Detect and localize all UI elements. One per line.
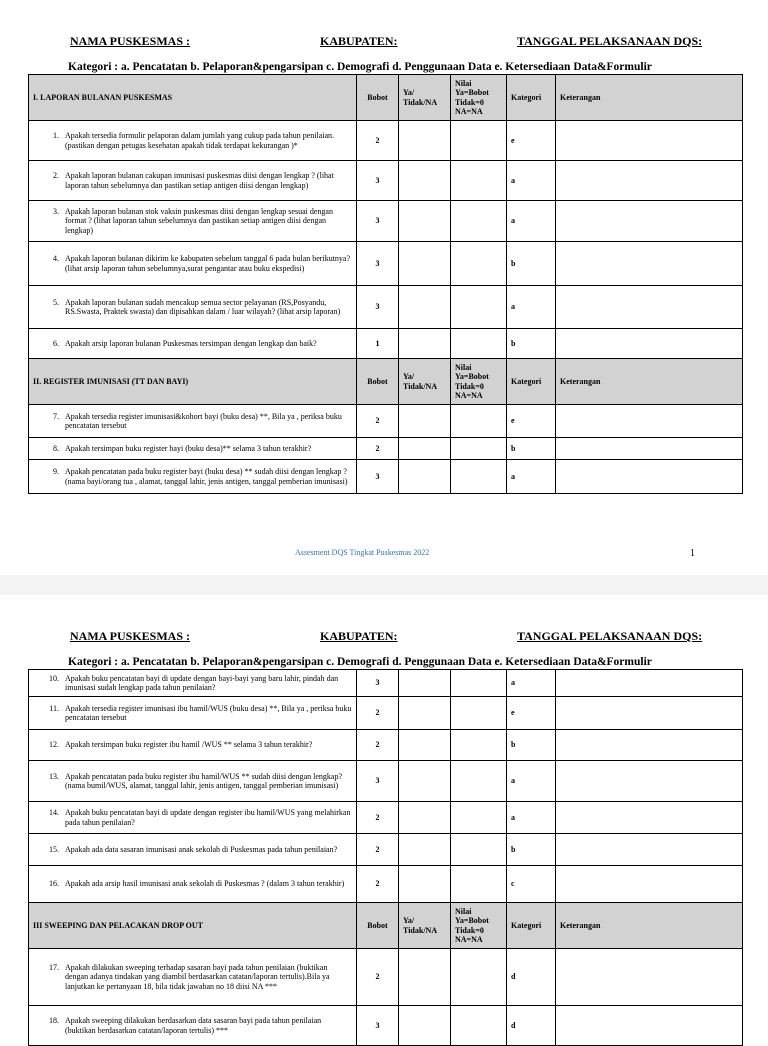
keterangan-input-cell[interactable] [556, 121, 743, 161]
ya-tidak-input-cell[interactable] [399, 438, 451, 460]
questionnaire-table-page1 [28, 74, 743, 494]
nilai-input-cell[interactable] [451, 161, 507, 201]
bobot-value: 2 [357, 949, 399, 1006]
kategori-value: b [507, 438, 556, 460]
ya-tidak-input-cell[interactable] [399, 242, 451, 286]
keterangan-input-cell[interactable] [556, 730, 743, 761]
kategori-value: e [507, 121, 556, 161]
ya-tidak-input-cell[interactable] [399, 161, 451, 201]
bobot-value: 2 [357, 405, 399, 438]
bobot-value: 2 [357, 866, 399, 903]
nilai-input-cell[interactable] [451, 121, 507, 161]
ya-tidak-input-cell[interactable] [399, 802, 451, 834]
question-row [29, 866, 743, 903]
section-title-1: I. LAPORAN BULANAN PUSKESMAS [29, 75, 357, 121]
keterangan-input-cell[interactable] [556, 460, 743, 494]
kategori-value: a [507, 670, 556, 697]
question-text: Apakah tersedia formulir pelaporan dalam jumlah yang cukup pada tahun penilaian. (pastikan dengan petugas kesehatan apakah tidak terdapat kekurangan )* [65, 131, 335, 150]
kategori-value: a [507, 761, 556, 802]
bobot-value: 3 [357, 242, 399, 286]
question-row [29, 242, 743, 286]
question-cell [29, 242, 357, 286]
question-row [29, 329, 743, 359]
nilai-input-cell[interactable] [451, 201, 507, 242]
question-number: 18. [49, 1016, 59, 1026]
question-number: 4. [53, 254, 59, 264]
kategori-value: a [507, 161, 556, 201]
kategori-value: a [507, 802, 556, 834]
nilai-input-cell[interactable] [451, 1006, 507, 1046]
question-number: 12. [49, 740, 59, 750]
bobot-value: 1 [357, 329, 399, 359]
question-row [29, 670, 743, 697]
kategori-value: a [507, 201, 556, 242]
bobot-value: 2 [357, 730, 399, 761]
section-header-row [29, 75, 743, 121]
question-number: 5. [53, 297, 59, 307]
question-number: 8. [53, 443, 59, 453]
col-keterangan-header: Keterangan [556, 75, 743, 121]
question-cell [29, 802, 357, 834]
section-header-row [29, 903, 743, 949]
bobot-value: 3 [357, 161, 399, 201]
question-text: Apakah sweeping dilakukan berdasarkan data sasaran bayi pada tahun penilaian (buktikan berdasarkan catatan/laporan tertulis) *** [65, 1016, 322, 1035]
question-number: 7. [53, 411, 59, 421]
kategori-value: b [507, 329, 556, 359]
keterangan-input-cell[interactable] [556, 1006, 743, 1046]
kabupaten-label: KABUPATEN: [320, 629, 398, 643]
keterangan-input-cell[interactable] [556, 866, 743, 903]
ya-tidak-input-cell[interactable] [399, 201, 451, 242]
col-nilai-header: Nilai Ya=Bobot Tidak=0 NA=NA [451, 75, 507, 121]
bobot-value: 2 [357, 121, 399, 161]
bobot-value: 3 [357, 670, 399, 697]
page-2 [0, 585, 768, 1035]
question-number: 9. [53, 467, 59, 477]
kategori-value: b [507, 730, 556, 761]
kategori-value: a [507, 460, 556, 494]
keterangan-input-cell[interactable] [556, 242, 743, 286]
keterangan-input-cell[interactable] [556, 697, 743, 730]
nilai-input-cell[interactable] [451, 866, 507, 903]
nilai-input-cell[interactable] [451, 242, 507, 286]
question-row [29, 697, 743, 730]
question-text: Apakah laporan bulanan stok vaksin puskesmas diisi dengan lengkap sesuai dengan format ? (lihat laporan tahun sebelumnya dan pastikan setiap antigen diisi dengan lengkap) [65, 206, 333, 235]
keterangan-input-cell[interactable] [556, 761, 743, 802]
question-text: Apakah ada arsip hasil imunisasi anak sekolah di Puskesmas ? (dalam 3 tahun terakhir) [65, 879, 345, 889]
kategori-value: d [507, 949, 556, 1006]
col-ya-tidak-header: Ya/ Tidak/NA [399, 903, 451, 949]
question-cell [29, 697, 357, 730]
keterangan-input-cell[interactable] [556, 802, 743, 834]
keterangan-input-cell[interactable] [556, 405, 743, 438]
bobot-value: 3 [357, 460, 399, 494]
col-keterangan-header: Keterangan [556, 359, 743, 405]
question-row [29, 161, 743, 201]
bobot-value: 3 [357, 201, 399, 242]
question-number: 2. [53, 171, 59, 181]
question-cell [29, 329, 357, 359]
ya-tidak-input-cell[interactable] [399, 121, 451, 161]
col-nilai-header: Nilai Ya=Bobot Tidak=0 NA=NA [451, 359, 507, 405]
keterangan-input-cell[interactable] [556, 286, 743, 329]
keterangan-input-cell[interactable] [556, 329, 743, 359]
question-text: Apakah pencatatan pada buku register ibu hamil/WUS ** sudah diisi dengan lengkap? (nama bumil/WUS, alamat, tanggal lahir, jenis antigen, tanggal pemberian imunisasi) [65, 771, 343, 790]
question-row [29, 949, 743, 1006]
nilai-input-cell[interactable] [451, 670, 507, 697]
keterangan-input-cell[interactable] [556, 834, 743, 866]
question-text: Apakah laporan bulanan sudah mencakup semua sector pelayanan (RS,Posyandu, RS.Swasta, Praktek swasta) dan dipisahkan dalam / luar wilayah? (lihat arsip laporan) [65, 297, 341, 316]
nilai-input-cell[interactable] [451, 730, 507, 761]
col-ya-tidak-header: Ya/ Tidak/NA [399, 359, 451, 405]
nilai-input-cell[interactable] [451, 286, 507, 329]
keterangan-input-cell[interactable] [556, 201, 743, 242]
kategori-legend: Kategori : a. Pencatatan b. Pelaporan&pengarsipan c. Demografi d. Penggunaan Data e. Ketersediaan Data&Formulir [68, 61, 652, 73]
question-number: 6. [53, 338, 59, 348]
nilai-input-cell[interactable] [451, 438, 507, 460]
question-number: 10. [49, 673, 59, 683]
kategori-value: d [507, 1006, 556, 1046]
question-cell [29, 460, 357, 494]
question-cell [29, 1006, 357, 1046]
question-number: 14. [49, 808, 59, 818]
ya-tidak-input-cell[interactable] [399, 329, 451, 359]
question-number: 1. [53, 131, 59, 141]
ya-tidak-input-cell[interactable] [399, 1006, 451, 1046]
bobot-value: 2 [357, 802, 399, 834]
question-text: Apakah tersedia register imunisasi&kohort bayi (buku desa) **, Bila ya , periksa buku pencatatan tersebut [65, 411, 342, 430]
nilai-input-cell[interactable] [451, 329, 507, 359]
bobot-value: 3 [357, 761, 399, 802]
question-row [29, 1006, 743, 1046]
puskesmas-label: NAMA PUSKESMAS : [70, 629, 191, 643]
kategori-value: e [507, 405, 556, 438]
question-text: Apakah pencatatan pada buku register bayi (buku desa) ** sudah diisi dengan lengkap ? (nama bayi/orang tua , alamat, tanggal lahir, jenis antigen, tanggal pemberian imunisasi) [65, 467, 348, 486]
keterangan-input-cell[interactable] [556, 438, 743, 460]
question-text: Apakah arsip laporan bulanan Puskesmas tersimpan dengan lengkap dan baik? [65, 338, 317, 348]
question-text: Apakah laporan bulanan dikirim ke kabupaten sebelum tanggal 6 pada bulan berikutnya? (lihat arsip laporan tahun sebelumnya,surat pengantar atau buku ekspedisi) [65, 254, 351, 273]
keterangan-input-cell[interactable] [556, 949, 743, 1006]
question-cell [29, 670, 357, 697]
footer-text: Assesment DQS Tingkat Puskesmas 2022 [295, 548, 430, 557]
nilai-input-cell[interactable] [451, 460, 507, 494]
kategori-value: b [507, 242, 556, 286]
ya-tidak-input-cell[interactable] [399, 866, 451, 903]
question-cell [29, 405, 357, 438]
col-kategori-header: Kategori [507, 359, 556, 405]
question-text: Apakah ada data sasaran imunisasi anak sekolah di Puskesmas pada tahun penilaian? [65, 844, 338, 854]
nilai-input-cell[interactable] [451, 802, 507, 834]
page-number: 1 [690, 548, 695, 559]
ya-tidak-input-cell[interactable] [399, 670, 451, 697]
kategori-legend: Kategori : a. Pencatatan b. Pelaporan&pengarsipan c. Demografi d. Penggunaan Data e. Ketersediaan Data&Formulir [68, 656, 652, 668]
question-cell [29, 761, 357, 802]
col-nilai-header: Nilai Ya=Bobot Tidak=0 NA=NA [451, 903, 507, 949]
col-bobot-header: Bobot [357, 75, 399, 121]
nilai-input-cell[interactable] [451, 697, 507, 730]
question-cell [29, 161, 357, 201]
question-cell [29, 201, 357, 242]
question-text: Apakah tersedia register imunisasi ibu hamil/WUS (buku desa) **, Bila ya , periksa buku pencatatan tersebut [65, 703, 352, 722]
ya-tidak-input-cell[interactable] [399, 761, 451, 802]
question-number: 17. [49, 962, 59, 972]
question-row [29, 730, 743, 761]
col-bobot-header: Bobot [357, 903, 399, 949]
question-cell [29, 438, 357, 460]
nilai-input-cell[interactable] [451, 834, 507, 866]
question-text: Apakah tersimpan buku register ibu hamil /WUS ** selama 3 tahun terakhir? [65, 740, 313, 750]
col-keterangan-header: Keterangan [556, 903, 743, 949]
kategori-value: b [507, 834, 556, 866]
ya-tidak-input-cell[interactable] [399, 730, 451, 761]
puskesmas-label: NAMA PUSKESMAS : [70, 34, 191, 48]
nilai-input-cell[interactable] [451, 405, 507, 438]
tanggal-label: TANGGAL PELAKSANAAN DQS: [517, 629, 703, 643]
question-row [29, 121, 743, 161]
bobot-value: 2 [357, 697, 399, 730]
question-text: Apakah buku pencatatan bayi di update dengan bayi-bayi yang baru lahir, pindah dan imunisasi sudah lengkap pada tahun penilaian? [65, 673, 339, 692]
ya-tidak-input-cell[interactable] [399, 286, 451, 329]
ya-tidak-input-cell[interactable] [399, 460, 451, 494]
col-kategori-header: Kategori [507, 903, 556, 949]
ya-tidak-input-cell[interactable] [399, 697, 451, 730]
bobot-value: 2 [357, 438, 399, 460]
questionnaire-table-page2 [28, 669, 743, 1046]
tanggal-label: TANGGAL PELAKSANAAN DQS: [517, 34, 703, 48]
col-ya-tidak-header: Ya/ Tidak/NA [399, 75, 451, 121]
question-text: Apakah laporan bulanan cakupan imunisasi puskesmas diisi dengan lengkap ? (lihat laporan tahun sebelumnya dan pastikan setiap antigen diisi dengan lengkap) [65, 171, 334, 190]
section-title-3: III SWEEPING DAN PELACAKAN DROP OUT [29, 903, 357, 949]
section-title-2: II. REGISTER IMUNISASI (TT DAN BAYI) [29, 359, 357, 405]
nilai-input-cell[interactable] [451, 761, 507, 802]
ya-tidak-input-cell[interactable] [399, 949, 451, 1006]
question-row [29, 761, 743, 802]
question-row [29, 438, 743, 460]
question-cell [29, 121, 357, 161]
question-row [29, 286, 743, 329]
question-row [29, 802, 743, 834]
question-row [29, 201, 743, 242]
question-row [29, 834, 743, 866]
kategori-value: c [507, 866, 556, 903]
keterangan-input-cell[interactable] [556, 670, 743, 697]
section-header-row [29, 359, 743, 405]
question-cell [29, 949, 357, 1006]
question-cell [29, 866, 357, 903]
bobot-value: 2 [357, 834, 399, 866]
question-number: 11. [49, 703, 59, 713]
kabupaten-label: KABUPATEN: [320, 34, 398, 48]
question-number: 3. [53, 206, 59, 216]
nilai-input-cell[interactable] [451, 949, 507, 1006]
question-number: 16. [49, 879, 59, 889]
question-number: 13. [49, 771, 59, 781]
kategori-value: a [507, 286, 556, 329]
question-text: Apakah dilakukan sweeping terhadap sasaran bayi pada tahun penilaian (buktikan dengan adanya tindakan yang diambil berdasarkan catatan/laporan tertulis).Bila ya lanjutkan ke pertanyaan 18, bila tidak jawaban no 18 diisi NA *** [65, 962, 330, 991]
question-text: Apakah tersimpan buku register bayi (buku desa)** selama 3 tahun terakhir? [65, 443, 312, 453]
ya-tidak-input-cell[interactable] [399, 405, 451, 438]
question-row [29, 460, 743, 494]
keterangan-input-cell[interactable] [556, 161, 743, 201]
question-number: 15. [49, 844, 59, 854]
bobot-value: 3 [357, 1006, 399, 1046]
question-text: Apakah buku pencatatan bayi di update dengan register ibu hamil/WUS yang melahirkan pada tahun penilaian? [65, 808, 351, 827]
question-cell [29, 834, 357, 866]
col-kategori-header: Kategori [507, 75, 556, 121]
question-row [29, 405, 743, 438]
question-cell [29, 286, 357, 329]
kategori-value: e [507, 697, 556, 730]
question-cell [29, 730, 357, 761]
bobot-value: 3 [357, 286, 399, 329]
col-bobot-header: Bobot [357, 359, 399, 405]
ya-tidak-input-cell[interactable] [399, 834, 451, 866]
